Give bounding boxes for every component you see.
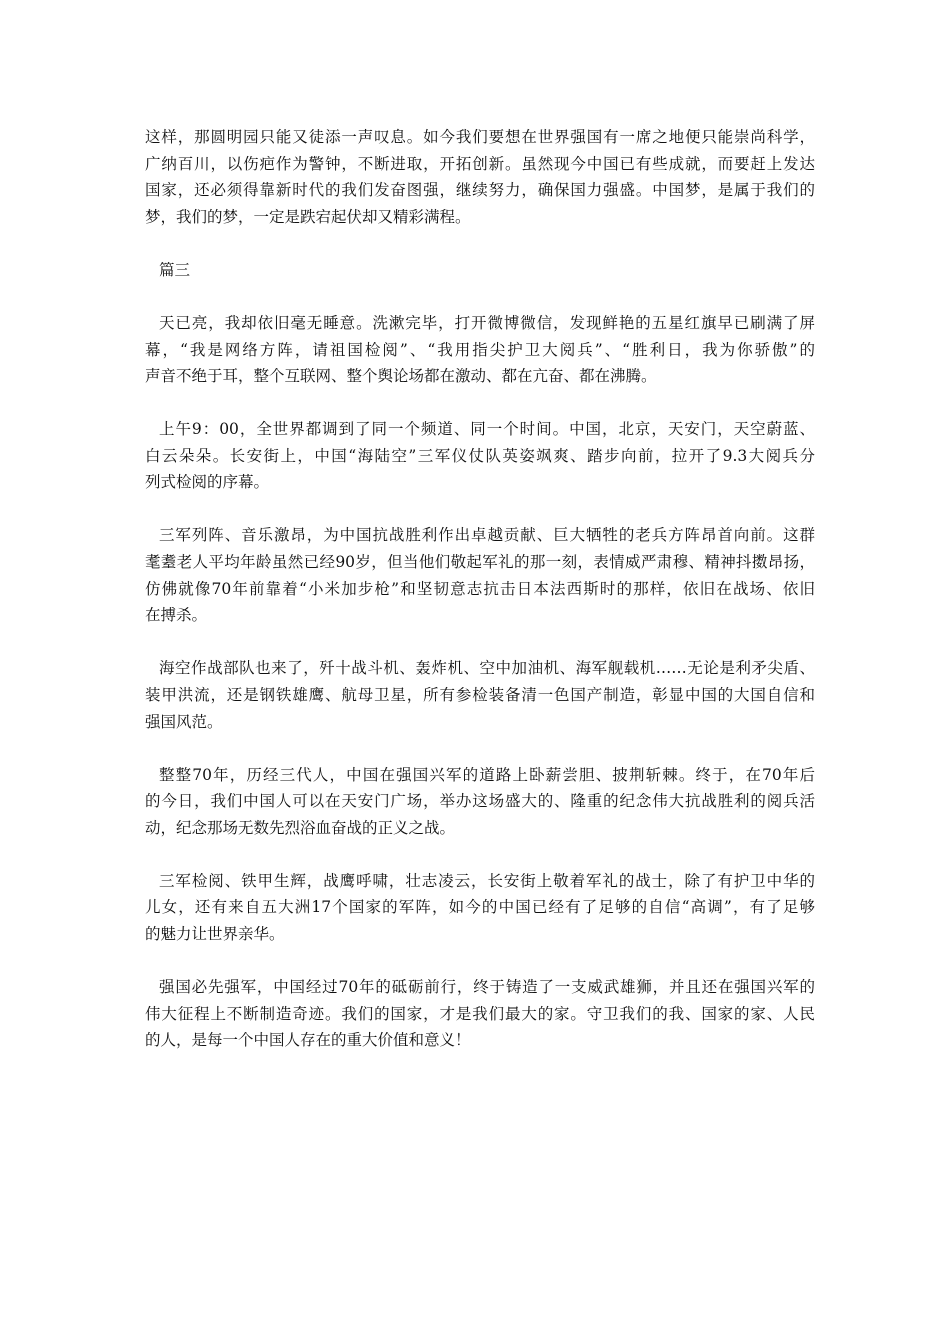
text-line: 仿佛就像70年前靠着“小米加步枪”和坚韧意志抗击日本法西斯时的那样，依旧在战场、依旧 <box>145 579 815 598</box>
text-line: 三军检阅、铁甲生辉，战鹰呼啸，壮志凌云，长安街上敬着军礼的战士，除了有护卫中华的 <box>159 871 815 890</box>
text-line: 幕，“我是网络方阵，请祖国检阅”、“我用指尖护卫大阅兵”、“胜利日，我为你骄傲”的 <box>145 340 815 359</box>
text-line: 耄耋老人平均年龄虽然已经90岁，但当他们敬起军礼的那一刻，表情威严肃穆、精神抖擞昂扬， <box>145 553 815 571</box>
paragraph-1 <box>145 310 815 390</box>
document-body <box>145 124 815 1080</box>
text-line: 伟大征程上不断制造奇迹。我们的国家，才是我们最大的家。守卫我们的我、国家的家、人民 <box>145 1004 815 1023</box>
text-line: 广纳百川，以伤疤作为警钟，不断进取，开拓创新。虽然现今中国已有些成就，而要赶上发达 <box>145 154 815 173</box>
paragraph-3 <box>145 522 815 629</box>
text-line: 梦，我们的梦，一定是跌宕起伏却又精彩满程。 <box>145 208 471 227</box>
text-line: 三军列阵、音乐激昂，为中国抗战胜利作出卓越贡献、巨大牺牲的老兵方阵昂首向前。这群 <box>159 526 815 545</box>
text-line: 白云朵朵。长安街上，中国“海陆空”三军仪仗队英姿飒爽、踏步向前，拉开了9.3大阅兵分 <box>145 446 815 465</box>
text-line: 强国必先强军，中国经过70年的砥砺前行，终于铸造了一支威武雄狮，并且还在强国兴军的 <box>159 978 815 996</box>
intro-paragraph <box>145 124 815 231</box>
text-line: 这样，那圆明园只能又徒添一声叹息。如今我们要想在世界强国有一席之地便只能崇尚科学， <box>145 128 815 146</box>
text-line: 海空作战部队也来了，歼十战斗机、轰炸机、空中加油机、海军舰载机……无论是利矛尖盾、 <box>159 659 815 678</box>
text-line: 的魅力让世界亲华。 <box>145 925 285 944</box>
text-line: 整整70年，历经三代人，中国在强国兴军的道路上卧薪尝胆、披荆斩棘。终于，在70年后 <box>159 765 815 784</box>
text-line: 声音不绝于耳，整个互联网、整个舆论场都在激动、都在亢奋、都在沸腾。 <box>145 367 657 386</box>
text-line: 国家，还必须得靠新时代的我们发奋图强，继续努力，确保国力强盛。中国梦，是属于我们的 <box>145 181 815 200</box>
text-line: 强国风范。 <box>145 712 223 731</box>
section-title <box>145 257 815 284</box>
paragraph-7 <box>145 974 815 1054</box>
text-line: 的今日，我们中国人可以在天安门广场，举办这场盛大的、隆重的纪念伟大抗战胜利的阅兵活 <box>145 792 815 811</box>
text-line: 的人，是每一个中国人存在的重大价值和意义！ <box>145 1031 471 1050</box>
paragraph-4 <box>145 655 815 735</box>
text-line: 上午9：00，全世界都调到了同一个频道、同一个时间。中国，北京，天安门，天空蔚蓝、 <box>159 420 815 439</box>
text-line: 列式检阅的序幕。 <box>145 473 270 492</box>
paragraph-5 <box>145 762 815 842</box>
paragraph-2 <box>145 416 815 496</box>
text-line: 在搏杀。 <box>145 606 208 625</box>
text-line: 天已亮，我却依旧毫无睡意。洗漱完毕，打开微博微信，发现鲜艳的五星红旗早已刷满了屏 <box>159 313 815 332</box>
text-line: 儿女，还有来自五大洲17个国家的军阵，如今的中国已经有了足够的自信“高调”，有了足够 <box>145 898 815 917</box>
text-line: 装甲洪流，还是钢铁雄鹰、航母卫星，所有参检装备清一色国产制造，彰显中国的大国自信和 <box>145 685 815 704</box>
paragraph-6 <box>145 868 815 948</box>
section-title-text: 篇三 <box>159 260 191 279</box>
text-line: 动，纪念那场无数先烈浴血奋战的正义之战。 <box>145 818 456 837</box>
